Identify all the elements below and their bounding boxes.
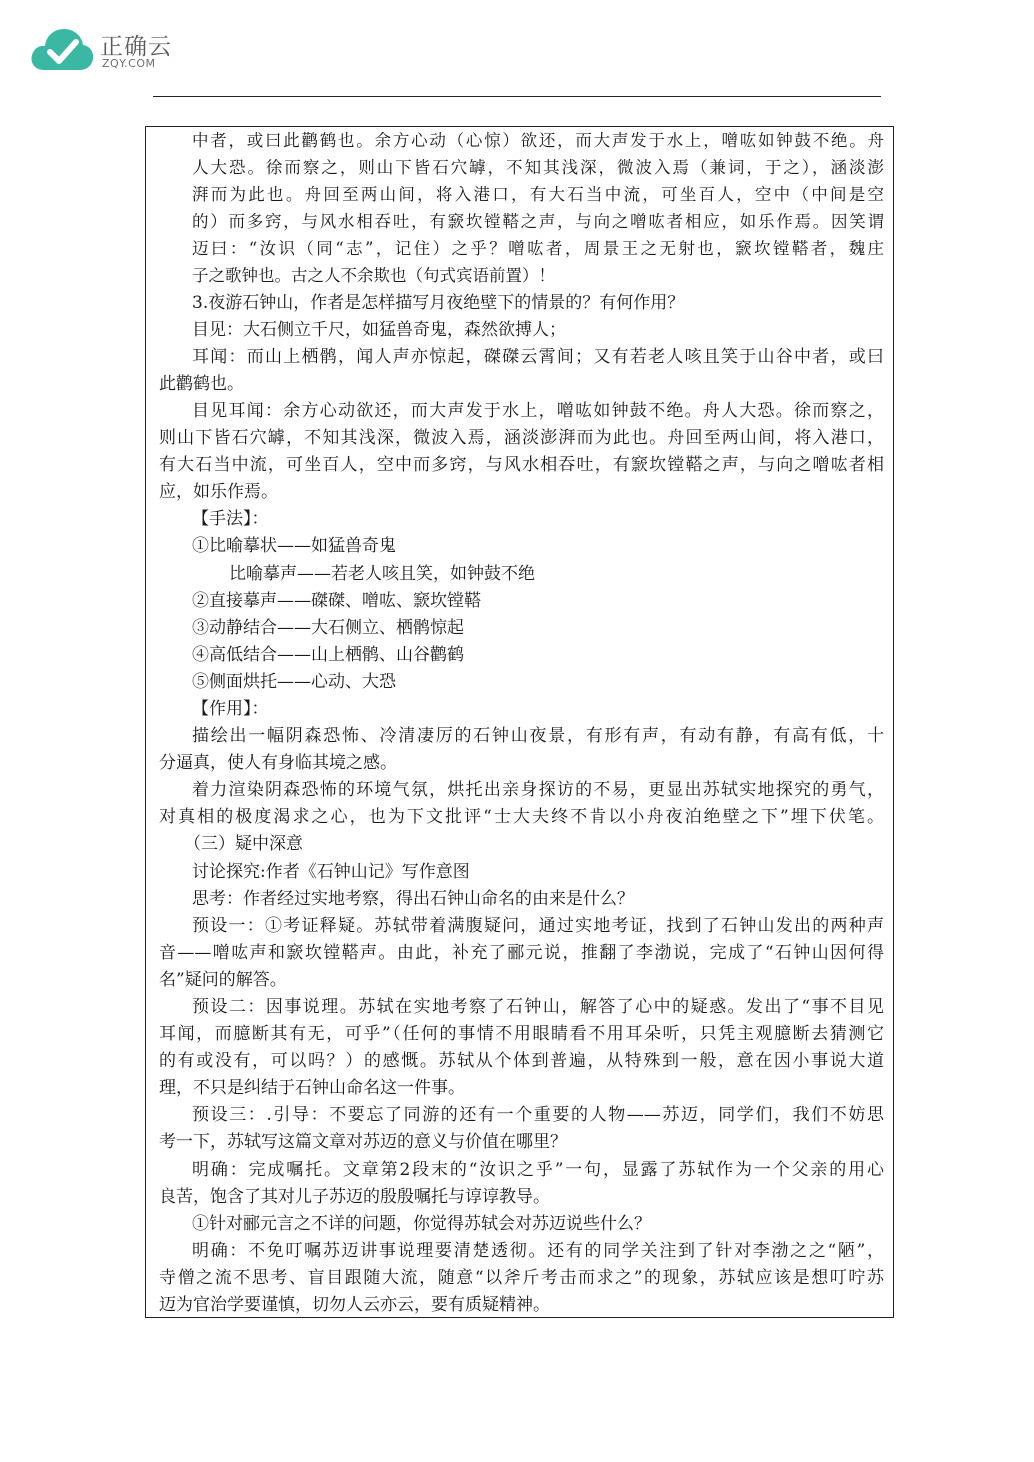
text-line: 此鹳鹤也。 xyxy=(159,373,244,394)
list-item: 比喻摹声——若老人咳且笑，如钟鼓不绝 xyxy=(229,563,535,584)
text-line: 理，不只是纠结于石钟山命名这一件事。 xyxy=(159,1078,465,1099)
text-line: 湃而为此也。舟回至两山间，将入港口，有大石当中流，可坐百人，空中（中间是空 xyxy=(192,185,884,205)
text-line: 预设一：①考证释疑。苏轼带着满腹疑问，通过实地考证，找到了石钟山发出的两种声 xyxy=(192,915,884,936)
text-line: 目见：大石侧立千尺，如猛兽奇鬼，森然欲搏人； xyxy=(192,319,566,340)
text-line: 迈为官治学要谨慎，切勿人云亦云，要有质疑精神。 xyxy=(159,1295,550,1316)
text-line: 良苦，饱含了其对儿子苏迈的殷殷嘱托与谆谆教导。 xyxy=(159,1186,550,1207)
text-line: 有大石当中流，可坐百人，空中而多窍，与风水相吞吐，有窾坎镗鞳之声，与向之噌吰者相 xyxy=(159,455,884,476)
text-line: 描绘出一幅阴森恐怖、冷清凄厉的石钟山夜景，有形有声，有动有静，有高有低，十 xyxy=(192,726,884,747)
text-line: 讨论探究:作者《石钟山记》写作意图 xyxy=(192,861,470,882)
text-line: ①针对郦元言之不详的问题，你觉得苏轼会对苏迈说些什么？ xyxy=(192,1213,651,1234)
text-line: 考一下，苏轼写这篇文章对苏迈的意义与价值在哪里？ xyxy=(159,1132,567,1153)
section-label-technique: 【手法】： xyxy=(192,509,269,530)
text-line: 音——噌吰声和窾坎镗鞳声。由此，补充了郦元说，推翻了李渤说，完成了“石钟山因何得 xyxy=(159,942,884,963)
text-line: 的有或没有，可以吗？）的感慨。苏轼从个体到普遍，从特殊到一般，意在因小事说大道 xyxy=(159,1051,884,1072)
text-line: 分逼真，使人有身临其境之感。 xyxy=(159,753,397,774)
list-item: ①比喻摹状——如猛兽奇鬼 xyxy=(192,536,396,557)
text-line: 思考：作者经过实地考察，得出石钟山命名的由来是什么？ xyxy=(192,888,634,909)
text-line: 中者，或曰此鹳鹤也。余方心动（心惊）欲还，而大声发于水上，噌吰如钟鼓不绝。舟 xyxy=(192,131,884,150)
list-item: ⑤侧面烘托——心动、大恐 xyxy=(192,671,396,692)
text-line: 着力渲染阴森恐怖的环境气氛，烘托出亲身探访的不易，更显出苏轼实地探究的勇气， xyxy=(192,780,884,801)
text-line: 寺僧之流不思考、盲目跟随大流，随意“以斧斤考击而求之”的现象，苏轼应该是想叮咛苏 xyxy=(159,1267,884,1288)
section-label-effect: 【作用】： xyxy=(192,698,269,719)
list-item: ④高低结合——山上栖鹘、山谷鹳鹤 xyxy=(192,644,464,665)
text-line: 明确：完成嘱托。文章第2段末的“汝识之乎”一句，显露了苏轼作为一个父亲的用心 xyxy=(192,1159,884,1180)
list-item: ②直接摹声——磔磔、噌吰、窾坎镗鞳 xyxy=(192,590,481,611)
text-line: 预设三：.引导：不要忘了同游的还有一个重要的人物——苏迈，同学们，我们不妨思 xyxy=(192,1105,884,1126)
text-line: 的）而多窍，与风水相吞吐，有窾坎镗鞳之声，与向之噌吰者相应，如乐作焉。因笑谓 xyxy=(192,212,884,232)
text-line: 耳闻：而山上栖鹘，闻人声亦惊起，磔磔云霄间；又有若老人咳且笑于山谷中者，或曰 xyxy=(192,346,884,367)
cloud-check-icon xyxy=(30,24,94,74)
section-heading: （三）疑中深意 xyxy=(184,834,303,855)
text-line: 迈曰：“汝识（同“志”，记住）之乎？噌吰者，周景王之无射也，窾坎镗鞳者，魏庄 xyxy=(192,239,884,259)
logo xyxy=(30,24,190,76)
logo-domain: ZQY.COM xyxy=(102,57,156,70)
text-line: 明确：不免叮嘱苏迈讲事说理要清楚透彻。还有的同学关注到了针对李渤之之“陋”， xyxy=(192,1240,884,1261)
list-item: ③动静结合——大石侧立、栖鹘惊起 xyxy=(192,617,464,638)
text-line: 对真相的极度渴求之心，也为下文批评“士大夫终不肯以小舟夜泊绝壁之下”埋下伏笔。 xyxy=(159,807,884,828)
text-line: 应，如乐作焉。 xyxy=(159,482,278,503)
text-line: 目见耳闻：余方心动欲还，而大声发于水上，噌吰如钟鼓不绝。舟人大恐。徐而察之， xyxy=(192,400,884,421)
lesson-content-box xyxy=(145,126,894,1318)
header-divider xyxy=(153,96,881,97)
text-line: 预设二：因事说理。苏轼在实地考察了石钟山，解答了心中的疑惑。发出了“事不目见 xyxy=(192,997,884,1017)
text-line: 耳闻，而臆断其有无，可乎”（任何的事情不用眼睛看不用耳朵听，只凭主观臆断去猜测它 xyxy=(159,1024,884,1045)
text-line: 人大恐。徐而察之，则山下皆石穴罅，不知其浅深，微波入焉（兼词，于之），涵淡澎 xyxy=(192,158,884,178)
question-heading: 3.夜游石钟山，作者是怎样描写月夜绝壁下的情景的？有何作用？ xyxy=(192,292,685,313)
text-line: 则山下皆石穴罅，不知其浅深，微波入焉，涵淡澎湃而为此也。舟回至两山间，将入港口， xyxy=(159,428,884,449)
text-line: 名”疑问的解答。 xyxy=(159,969,287,990)
text-line: 子之歌钟也。古之人不余欺也（句式宾语前置）！ xyxy=(192,266,555,286)
logo-text: 正确云 xyxy=(100,34,172,60)
